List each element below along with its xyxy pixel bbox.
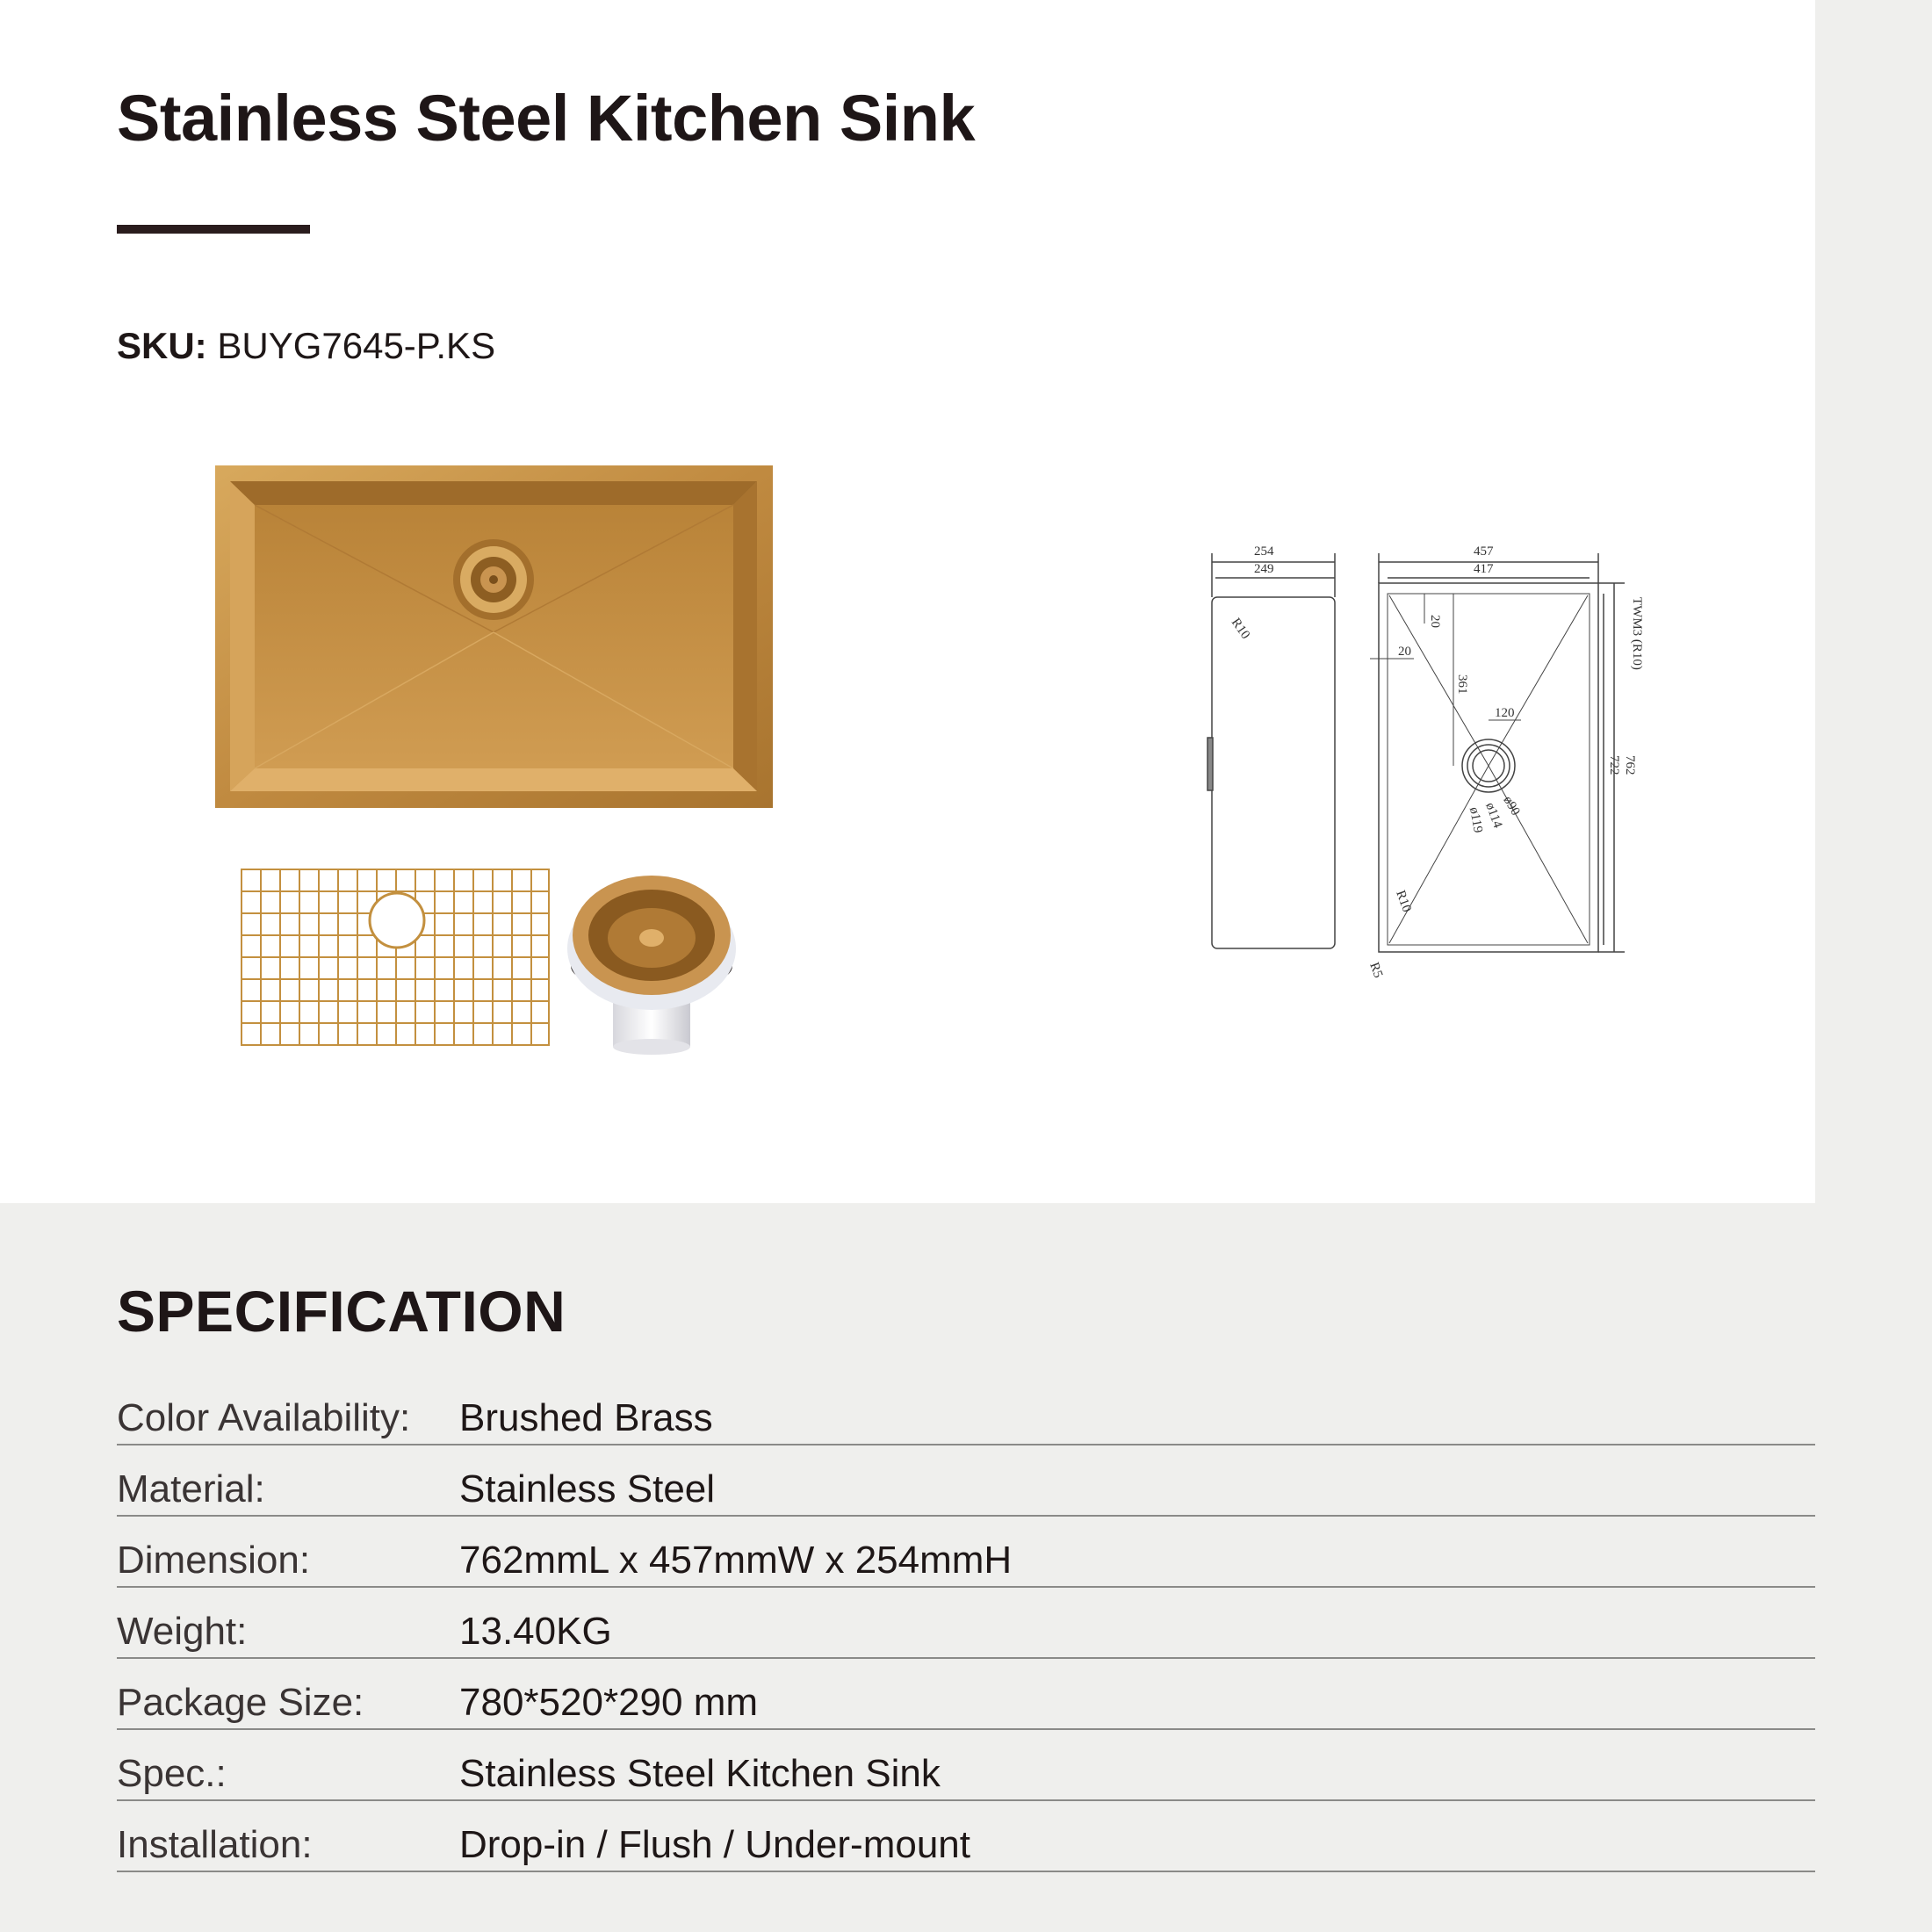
plan-view-outline xyxy=(1379,583,1598,952)
sku-label: SKU: xyxy=(117,325,207,366)
spec-row-dimension xyxy=(117,1516,1815,1587)
spec-value: Stainless Steel Kitchen Sink xyxy=(459,1729,1815,1800)
spec-value: 780*520*290 mm xyxy=(459,1658,1815,1729)
spec-row-color xyxy=(117,1374,1815,1445)
dim-label: R10 xyxy=(1228,616,1253,642)
dim-label: ø114 xyxy=(1482,800,1505,831)
side-strip xyxy=(1815,0,1932,1932)
spec-heading: SPECIFICATION xyxy=(117,1279,566,1344)
dim-label: ø90 xyxy=(1500,794,1523,818)
strainer-image xyxy=(567,876,736,1055)
technical-drawing xyxy=(1194,527,1669,1019)
side-view-outline xyxy=(1212,597,1335,948)
dim-label: 20 xyxy=(1398,645,1411,659)
dim-label: 457 xyxy=(1474,544,1494,559)
spec-row-spec xyxy=(117,1729,1815,1800)
spec-key: Weight: xyxy=(117,1587,459,1658)
dim-label: 254 xyxy=(1254,544,1274,559)
spec-value: 762mmL x 457mmW x 254mmH xyxy=(459,1516,1815,1587)
dim-label: R5 xyxy=(1366,960,1386,980)
sink-image xyxy=(215,465,773,808)
dim-label: 722 xyxy=(1607,755,1621,775)
dim-label: 361 xyxy=(1455,674,1469,695)
spec-row-package-size xyxy=(117,1658,1815,1729)
dim-label: ø119 xyxy=(1467,805,1485,834)
page-title: Stainless Steel Kitchen Sink xyxy=(117,82,976,155)
spec-value: Stainless Steel xyxy=(459,1445,1815,1516)
dim-label: 417 xyxy=(1474,562,1494,576)
spec-key: Spec.: xyxy=(117,1729,459,1800)
sku-line xyxy=(117,325,495,367)
dim-label: 120 xyxy=(1495,706,1515,720)
drawing-labels xyxy=(1229,544,1644,980)
dim-label: 249 xyxy=(1254,562,1274,576)
dim-label: TWM3 (R10) xyxy=(1630,597,1644,670)
spec-row-weight xyxy=(117,1587,1815,1658)
dim-label: R10 xyxy=(1393,888,1414,914)
sku-value: BUYG7645-P.KS xyxy=(217,325,496,366)
spec-value: 13.40KG xyxy=(459,1587,1815,1658)
dim-label: 762 xyxy=(1623,755,1637,775)
title-rule xyxy=(117,225,310,234)
sink-grid-image xyxy=(242,869,549,1045)
spec-key: Dimension: xyxy=(117,1516,459,1587)
spec-key: Material: xyxy=(117,1445,459,1516)
spec-value: Drop-in / Flush / Under-mount xyxy=(459,1800,1815,1871)
spec-value: Brushed Brass xyxy=(459,1374,1815,1445)
spec-key: Installation: xyxy=(117,1800,459,1871)
spec-key: Package Size: xyxy=(117,1658,459,1729)
spec-row-material xyxy=(117,1445,1815,1516)
spec-table xyxy=(117,1374,1815,1872)
dim-label: 20 xyxy=(1428,615,1442,628)
spec-key: Color Availability: xyxy=(117,1374,459,1445)
spec-row-installation xyxy=(117,1800,1815,1871)
product-photo xyxy=(211,457,790,1071)
